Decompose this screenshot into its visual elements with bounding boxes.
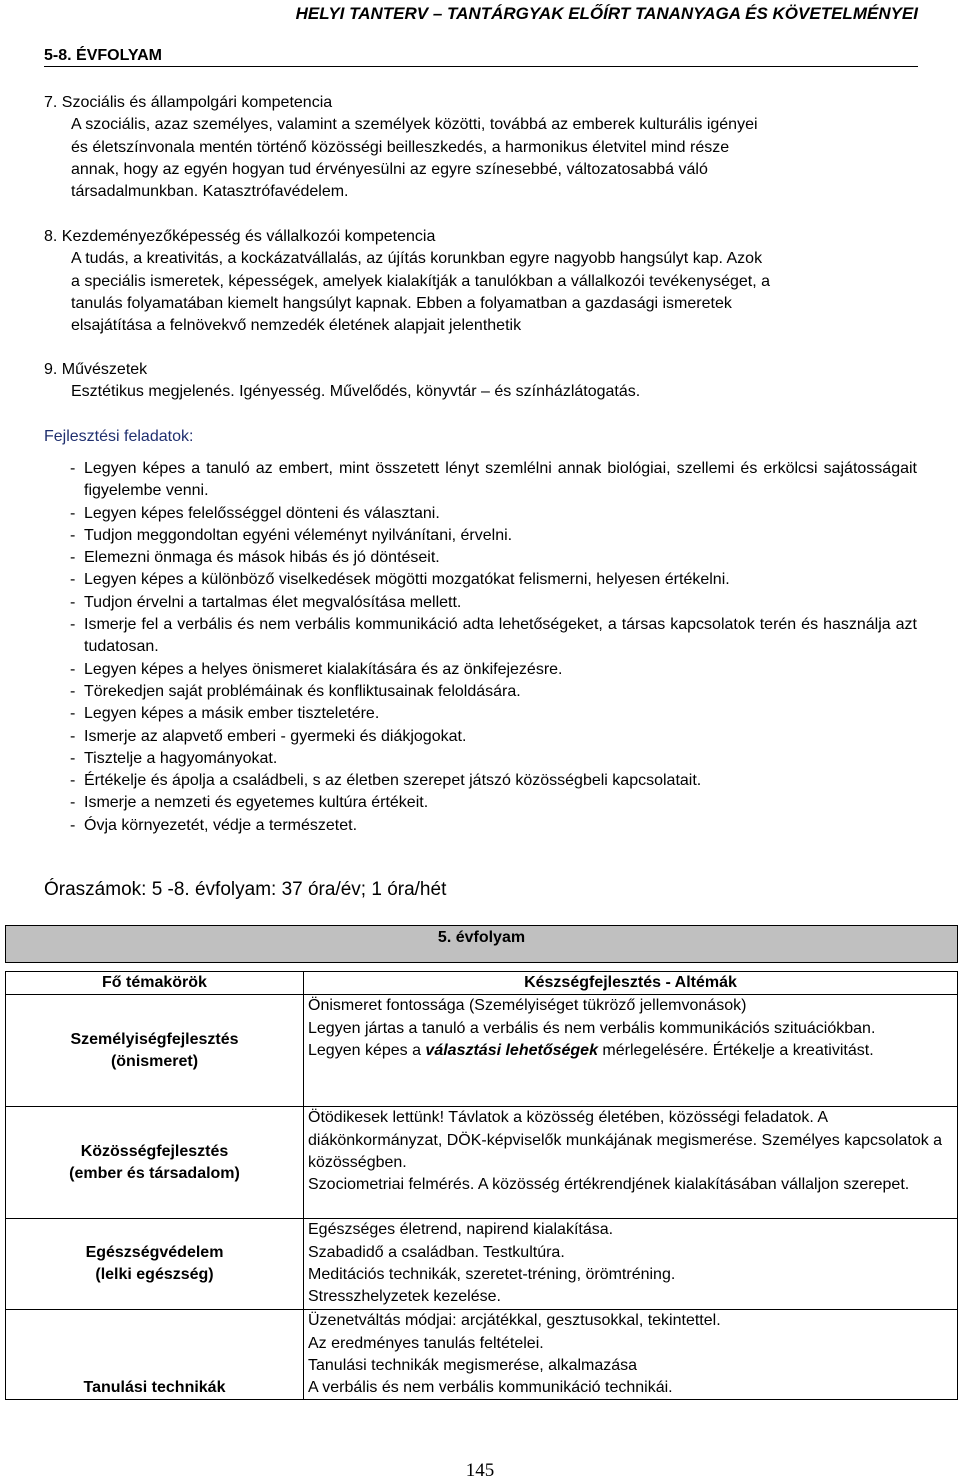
list-item: - Legyen képes a tanuló az embert, mint összetett lényt szemlélni annak biológiai, szellemi és erkölcsi sajátosságait figyelembe venni. — [70, 460, 917, 500]
text-line: társadalmunkban. Katasztrófavédelem. — [71, 183, 349, 201]
competence-heading: 9. Művészetek — [44, 361, 148, 378]
text-line: Ötödikesek lettünk! Távlatok a közösség életében, közösségi feladatok. A diákönkormányzat, DÖK-képviselők munkájának megismerése. Személyes kapcsolatok a közösségben. — [308, 1109, 943, 1171]
text-line: Szabadidő a családban. Testkultúra. — [308, 1243, 565, 1261]
list-item: - Legyen képes a különböző viselkedések mögötti mozgatókat felismerni, helyesen értékelni. — [70, 571, 730, 589]
skills-cell — [304, 1107, 958, 1219]
text-line: A verbális és nem verbális kommunikáció technikái. — [308, 1379, 673, 1397]
text-line: Meditációs technikák, szeretet-tréning, örömtréning. — [308, 1265, 676, 1283]
text-line: annak, hogy az egyén hogyan tud érvényesülni az egyre színesebbé, változatosabbá váló — [71, 160, 708, 178]
text-line: a speciális ismeretek, képességek, amelyek kialakítják a tanulókban a vállalkozói tevékenységet, a — [71, 272, 771, 290]
column-header-topics: Fő témakörök — [6, 972, 304, 995]
text-line: Önismeret fontossága (Személyiséget tükröző jellemvonások) — [308, 997, 747, 1015]
topics-table — [5, 971, 958, 1400]
development-task-list — [70, 458, 917, 837]
competence-8 — [44, 226, 924, 337]
skills-cell — [304, 1219, 958, 1310]
list-item: - Törekedjen saját problémáinak és konfliktusainak feloldására. — [70, 682, 521, 700]
text-line: Tanulási technikák megismerése, alkalmazása — [308, 1356, 638, 1374]
list-item: - Értékelje és ápolja a családbeli, s az életben szerepet játszó közösségbeli kapcsolatait. — [70, 772, 702, 790]
page-number: 145 — [465, 1460, 495, 1481]
text-line: Szociometriai felmérés. A közösség értékrendjének kialakításában vállaljon szerepet. — [308, 1176, 910, 1194]
running-header-title: HELYI TANTERV – TANTÁRGYAK ELŐÍRT TANANYAGA ÉS KÖVETELMÉNYEI — [295, 4, 918, 23]
list-item: - Legyen képes a másik ember tiszteletére. — [70, 705, 380, 723]
topic-cell: Személyiségfejlesztés (önismeret) — [6, 995, 304, 1107]
list-item: - Ismerje a nemzeti és egyetemes kultúra értékeit. — [70, 794, 429, 812]
list-item: - Legyen képes felelősséggel dönteni és választani. — [70, 504, 440, 522]
competence-heading: 7. Szociális és állampolgári kompetencia — [44, 94, 333, 111]
text-line: Esztétikus megjelenés. Igényesség. Művelődés, könyvtár – és színházlátogatás. — [71, 383, 641, 401]
topic-cell: Tanulási technikák — [6, 1310, 304, 1400]
list-item: - Tudjon érvelni a tartalmas élet megvalósítása mellett. — [70, 593, 462, 611]
skills-cell — [304, 995, 958, 1107]
table-row — [6, 1219, 958, 1310]
text-line: Legyen jártas a tanuló a verbális és nem verbális kommunikációs szituációkban. — [308, 1019, 876, 1037]
text-line: A tudás, a kreativitás, a kockázatvállalás, az újítás korunkban egyre nagyobb hangsúlyt kap. Azok — [71, 250, 763, 268]
list-item: - Legyen képes a helyes önismeret kialakítására és az önkifejezésre. — [70, 660, 563, 678]
text-line: Stresszhelyzetek kezelése. — [308, 1288, 501, 1306]
text-line: Legyen képes a választási lehetőségek mérlegelésére. Értékelje a kreativitást. — [308, 1041, 874, 1059]
year-banner: 5. évfolyam — [5, 925, 958, 963]
table-row — [6, 1107, 958, 1219]
text-line: Üzenetváltás módjai: arcjátékkal, gesztusokkal, tekintettel. — [308, 1312, 721, 1330]
grade-heading: 5-8. ÉVFOLYAM — [44, 46, 918, 67]
column-header-skills: Készségfejlesztés - Altémák — [304, 972, 958, 995]
text-line: A szociális, azaz személyes, valamint a személyek közötti, továbbá az emberek kulturális igényei — [71, 116, 758, 134]
skills-cell — [304, 1310, 958, 1400]
text-line: és életszínvonala mentén történő közösségi beilleszkedés, a harmonikus életvitel mind része — [71, 138, 730, 156]
hours-line: Óraszámok: 5 -8. évfolyam: 37 óra/év; 1 óra/hét — [44, 879, 447, 900]
competence-heading: 8. Kezdeményezőképesség és vállalkozói kompetencia — [44, 228, 436, 245]
list-item: - Tudjon meggondoltan egyéni véleményt nyilvánítani, érvelni. — [70, 526, 513, 544]
list-item: - Ismerje az alapvető emberi - gyermeki és diákjogokat. — [70, 727, 467, 745]
development-tasks-title: Fejlesztési feladatok: — [44, 428, 194, 445]
table-header-row — [6, 972, 958, 995]
text-line: tanulás folyamatában kiemelt hangsúlyt kapnak. Ebben a folyamatban a gazdasági ismeretek — [71, 294, 732, 312]
topic-cell: Közösségfejlesztés (ember és társadalom) — [6, 1107, 304, 1219]
text-line: elsajátítása a felnövekvő nemzedék életének alapjait jelenthetik — [71, 317, 522, 335]
competence-9 — [44, 359, 924, 404]
list-item: - Elemezni önmaga és mások hibás és jó döntéseit. — [70, 549, 440, 567]
table-row — [6, 995, 958, 1107]
table-row — [6, 1310, 958, 1400]
competence-7 — [44, 92, 924, 203]
list-item: - Ismerje fel a verbális és nem verbális kommunikáció adta lehetőségeket, a társas kapcsolatok terén és használja azt tudatosan. — [70, 616, 917, 656]
list-item: - Tisztelje a hagyományokat. — [70, 749, 278, 767]
text-line: Egészséges életrend, napirend kialakítása. — [308, 1221, 614, 1239]
list-item: - Óvja környezetét, védje a természetet. — [70, 816, 358, 834]
topic-cell: Egészségvédelem (lelki egészség) — [6, 1219, 304, 1310]
text-line: Az eredményes tanulás feltételei. — [308, 1334, 544, 1352]
